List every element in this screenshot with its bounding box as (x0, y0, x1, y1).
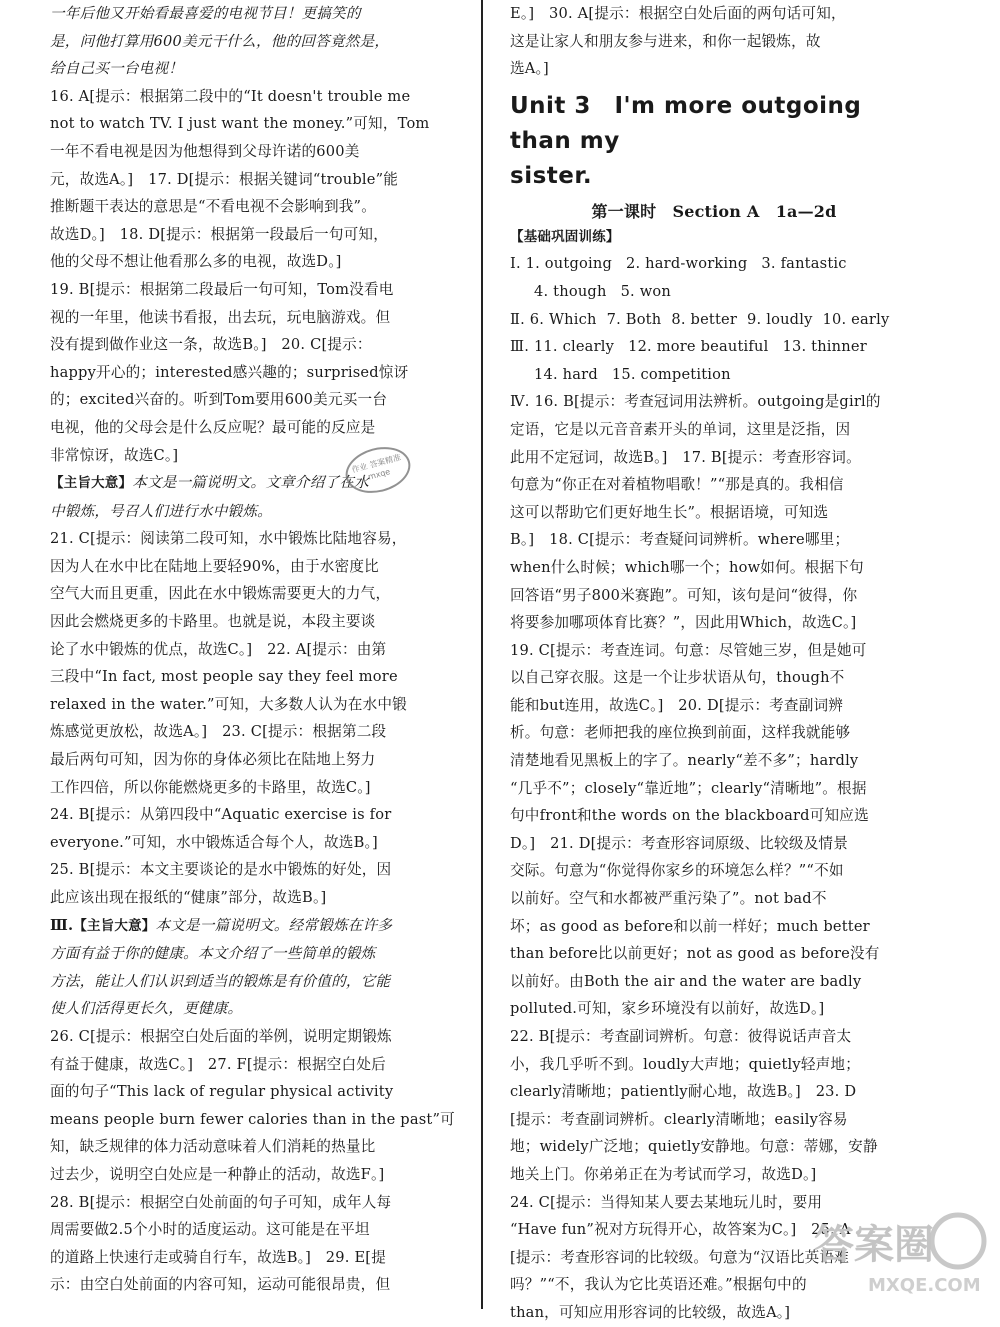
text-line: 回答语“男子800米赛跑”。可知，该句是问“彼得，你 (510, 586, 858, 604)
text-line: 推断题干表达的意思是“不看电视不会影响到我”。 (50, 198, 376, 216)
training-tag: 【基础巩固训练】 (510, 229, 620, 246)
main-idea-2-rest (50, 940, 460, 1023)
text-line: 28. B[提示：根据空白处前面的句子可知，成年人每 (50, 1193, 392, 1211)
unit-title: Unit 3 I'm more outgoing than my sister. (510, 92, 862, 189)
intro-text (50, 0, 460, 83)
text-line: 故选D。] 18. D[提示：根据第一段最后一句可知， (50, 225, 389, 243)
text-line: 此用不定冠词，故选B。] 17. B[提示：考查形容词。 (510, 448, 861, 466)
text-line: 三段中“In fact, most people say they feel more (50, 668, 398, 686)
column-divider (481, 0, 483, 1309)
text-line: 空气大而且更重，因此在水中锻炼需要更大的力气， (50, 585, 391, 603)
answers-26-29 (50, 1023, 460, 1299)
text-line: 定语，它是以元音音素开头的单词，这里是泛指，因 (510, 420, 851, 438)
text-line: 小，我几乎听不到。loudly大声地；quietly轻声地； (510, 1055, 861, 1073)
text-line: 以自己穿衣服。这是一个让步状语从句，though不 (510, 669, 845, 687)
text-line: [提示：考查形容词的比较级。句意为“汉语比英语难 (510, 1248, 850, 1266)
text-line: E。] 30. A[提示：根据空白处后面的两句话可知， (510, 5, 846, 22)
ink-stamp: 作业 答案精准 mxqe (340, 440, 415, 500)
answers-30 (510, 0, 918, 83)
text-line: 吗？”“不，我认为它比英语还难。”根据句中的 (510, 1276, 807, 1294)
right-column (510, 0, 918, 1321)
text-line: 句中front和the words on the blackboard可知应选 (510, 807, 869, 825)
text-line: 19. B[提示：根据第二段最后一句可知，Tom没看电 (50, 280, 394, 298)
text-line: 地；widely广泛地；quietly安静地。句意：蒂娜，安静 (510, 1138, 878, 1156)
text-line: not to watch TV. I just want the money.”可知，Tom (50, 115, 430, 133)
text-line: Ⅳ. 16. B[提示：考查冠词用法辨析。outgoing是girl的 (510, 393, 881, 411)
answers-21-25 (50, 525, 460, 911)
text-line: 清楚地看见黑板上的字了。nearly“差不多”；hardly (510, 752, 859, 770)
text-line: 一年后他又开始看最喜爱的电视节目！更搞笑的 (50, 5, 361, 22)
text-line: 有益于健康，故选C。] 27. F[提示：根据空白处后 (50, 1055, 386, 1073)
text-line: clearly清晰地；patiently耐心地，故选B。] 23. D (510, 1083, 857, 1101)
text-line: 25. B[提示：本文主要谈论的是水中锻炼的好处，因 (50, 861, 392, 879)
text-line: 他的父母不想让他看那么多的电视，故选D。] (50, 253, 342, 271)
text-line: 因此会燃烧更多的卡路里。也就是说，本段主要谈 (50, 613, 376, 631)
text-line: [提示：考查副词辨析。clearly清晰地；easily容易 (510, 1110, 848, 1128)
text-line: relaxed in the water.”可知，大多数人认为在水中锻 (50, 695, 407, 713)
text-line: 工作四倍，所以你能燃烧更多的卡路里，故选C。] (50, 778, 371, 796)
text-line: 示：由空白处前面的内容可知，运动可能很昂贵，但 (50, 1276, 391, 1294)
text-line: polluted.可知，家乡环境没有以前好，故选D。] (510, 1000, 825, 1018)
text-line: 这是让家人和朋友参与进来，和你一起锻炼，故 (510, 32, 821, 50)
section-number: Ⅲ. (50, 916, 74, 934)
watermark-logo (808, 1203, 988, 1298)
text-line: 方法，能让人们认识到适当的锻炼是有价值的，它能 (50, 972, 391, 990)
text-line: 的；excited兴奋的。听到Tom要用600美元买一台 (50, 391, 388, 409)
section-3-main-idea: Ⅲ.【主旨大意】本文是一篇说明文。经常锻炼在许多 (50, 916, 393, 934)
text-line: 22. B[提示：考查副词辨析。句意：彼得说话声音太 (510, 1028, 852, 1045)
text-line: 炼感觉更放松，故选A。] 23. C[提示：根据第二段 (50, 723, 387, 741)
text-line: 的道路上快速行走或骑自行车，故选B。] 29. E[提 (50, 1248, 386, 1266)
section-1-answers-cont: 4. though 5. won (534, 282, 672, 300)
text-line: 电视，他的父母会是什么反应呢？最可能的反应是 (50, 418, 376, 436)
text-line: when什么时候；which哪一个；how如何。根据下句 (510, 558, 864, 576)
text-line: 方面有益于你的健康。本文介绍了一些简单的锻炼 (50, 945, 376, 963)
watermark-icon (808, 1203, 988, 1298)
text-line: than，可知应用形容词的比较级，故选A。] (510, 1303, 791, 1321)
text-line: 元，故选A。] 17. D[提示：根据关键词“trouble”能 (50, 170, 399, 188)
text-line: 因为人在水中比在陆地上要轻90%，由于水密度比 (50, 557, 379, 575)
text-line: 论了水中锻炼的优点，故选C。] 22. A[提示：由第 (50, 640, 387, 658)
text-line: 24. C[提示：当得知某人要去某地玩儿时，要用 (510, 1193, 823, 1211)
text-line: happy开心的；interested感兴趣的；surprised惊讶 (50, 363, 409, 381)
svg-text:答案圈: 答案圈 (814, 1222, 934, 1268)
text-line: 知，缺乏规律的体力活动意味着人们消耗的热量比 (50, 1138, 376, 1156)
text-line: 21. C[提示：阅读第二段可知，水中锻炼比陆地容易， (50, 530, 407, 548)
text-line: 周需要做2.5个小时的适度运动。这可能是在平坦 (50, 1221, 370, 1239)
text-line: 句意为“你正在对着植物唱歌！”“那是真的。我相信 (510, 476, 844, 494)
text-line: 26. C[提示：根据空白处后面的举例，说明定期锻炼 (50, 1027, 392, 1045)
main-idea-tag: 【主旨大意】 (73, 917, 156, 934)
svg-text:MXQE.COM: MXQE.COM (868, 1275, 981, 1296)
section-2-answers: Ⅱ. 6. Which 7. Both 8. better 9. loudly 10. early (510, 310, 890, 328)
text-line: 坏；as good as before和以前一样好；much better (510, 917, 870, 935)
lesson-title: 第一课时 Section A 1a—2d (591, 201, 837, 221)
text-line: 地关上门。你弟弟正在为考试而学习，故选D。] (510, 1165, 817, 1183)
text-line: “Have fun”祝对方玩得开心，故答案为C。] 25. A (510, 1221, 851, 1239)
text-line: 非常惊讶，故选C。] (50, 446, 179, 464)
text-line: 没有提到做作业这一条，故选B。] 20. C[提示： (50, 336, 372, 354)
text-line: 将要参加哪项体育比赛？”，因此用Which，故选C。] (510, 614, 857, 632)
text-line: 视的一年里，他读书看报，出去玩，玩电脑游戏。但 (50, 308, 391, 326)
section-3-answers: Ⅲ. 11. clearly 12. more beautiful 13. thinner (510, 338, 867, 356)
text-line: 16. A[提示：根据第二段中的“It doesn't trouble me (50, 87, 411, 105)
main-idea-tag: 【主旨大意】 (50, 475, 133, 492)
text-line: 选A。] (510, 60, 549, 78)
text-line: 以前好。空气和水都被严重污染了”。not bad不 (510, 890, 827, 908)
section-4-answers (510, 388, 918, 1326)
text-line: “几乎不”；closely“靠近地”；clearly“清晰地”。根据 (510, 779, 867, 797)
text-line: 析。句意：老师把我的座位换到前面，这样我就能够 (510, 724, 851, 742)
text-line: D。] 21. D[提示：考查形容词原级、比较级及情景 (510, 834, 849, 852)
text-line: 24. B[提示：从第四段中“Aquatic exercise is for (50, 806, 392, 824)
answers-16-20 (50, 83, 460, 469)
section-1-answers: Ⅰ. 1. outgoing 2. hard-working 3. fantastic (510, 255, 847, 273)
text-line: 以前好。由Both the air and the water are badly (510, 972, 862, 990)
text-line: 能和but连用，故选C。] 20. D[提示：考查副词辨 (510, 696, 844, 714)
text-line: 一年不看电视是因为他想得到父母许诺的600美 (50, 142, 360, 160)
text-line: than before比以前更好；not as good as before没有 (510, 945, 880, 963)
text-line: everyone.”可知，水中锻炼适合每个人，故选B。] (50, 833, 378, 851)
left-column (50, 0, 460, 1309)
text-line: 这可以帮助它们更好地生长”。根据语境，可知选 (510, 503, 829, 521)
text-line: B。] 18. C[提示：考查疑问词辨析。where哪里； (510, 531, 850, 549)
text-line: 此应该出现在报纸的“健康”部分，故选B。] (50, 889, 327, 906)
text-line: 19. C[提示：考查连词。句意：尽管她三岁，但是她可 (510, 641, 867, 659)
text-line: means people burn fewer calories than in the past”可 (50, 1110, 455, 1128)
text-line: 最后两句可知，因为你的身体必须比在陆地上努力 (50, 751, 376, 769)
text-line: 使人们活得更长久，更健康。 (50, 1000, 243, 1018)
main-idea-1-line2: 中锻炼，号召人们进行水中锻炼。 (50, 502, 272, 520)
main-idea-1: 【主旨大意】本文是一篇说明文。文章介绍了在水 (50, 474, 369, 492)
text-line: 是，问他打算用600美元干什么，他的回答竟然是， (50, 32, 390, 50)
text-line: 给自己买一台电视！ (50, 60, 184, 78)
text-line: 交际。句意为“你觉得你家乡的环境怎么样？”“不如 (510, 862, 844, 880)
section-3-answers-cont: 14. hard 15. competition (534, 365, 731, 383)
text-line: 面的句子“This lack of regular physical activity (50, 1083, 394, 1101)
text-line: 过去少，说明空白处应是一种静止的活动，故选F。] (50, 1165, 385, 1183)
